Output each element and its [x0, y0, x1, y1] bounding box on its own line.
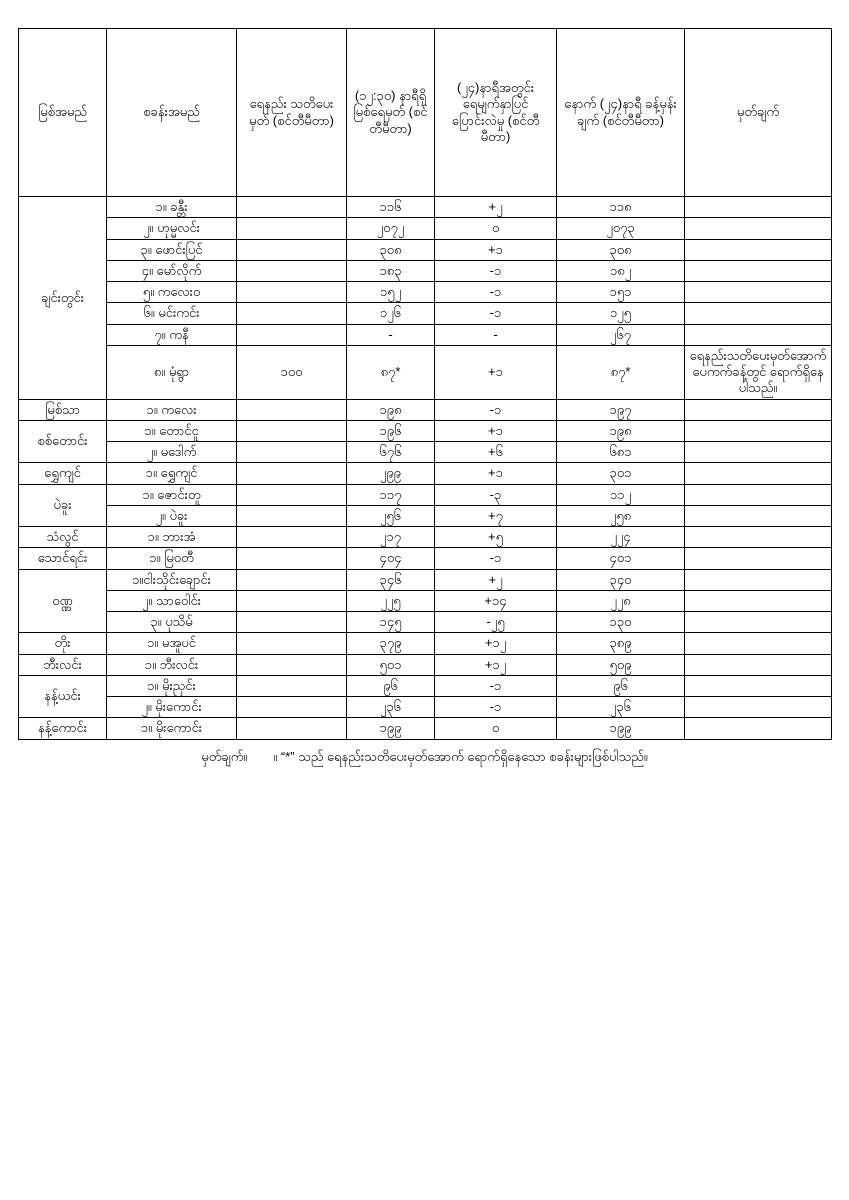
cell-current-level: ၉၆ [347, 675, 435, 696]
cell-current-level: ၁၂၆ [347, 303, 435, 324]
column-header-station: စခန်းအမည် [107, 29, 237, 197]
column-header-forecast-24h: နောက် (၂၄)နာရီ ခန့်မှန်းချက် (စင်တီမီတာ) [557, 29, 685, 197]
table-row [19, 675, 832, 696]
footnote-label: မှတ်ချက်။ [201, 748, 248, 764]
table-row [19, 612, 832, 633]
cell-current-level: ၂၂၅ [347, 590, 435, 611]
cell-river-name: စစ်တောင်း [19, 420, 107, 463]
cell-station-name: ၁။ ကလေး [107, 399, 237, 420]
cell-station-name: ၃။ ပုသိမ် [107, 612, 237, 633]
table-body [19, 197, 832, 740]
table-row [19, 282, 832, 303]
cell-danger-level [237, 420, 347, 441]
cell-change-24h: -၃ [435, 484, 557, 505]
cell-forecast-24h: ၂၅၈ [557, 505, 685, 526]
cell-remark [685, 569, 832, 590]
table-row [19, 548, 832, 569]
cell-danger-level [237, 718, 347, 739]
cell-remark: ရေနည်းသတိပေးမှတ်အောက် ပေကက်ခန့်တွင် ရောက်ရှိနေပါသည်။ [685, 345, 832, 399]
table-row [19, 239, 832, 260]
cell-current-level: - [347, 324, 435, 345]
cell-change-24h: +၁ [435, 463, 557, 484]
cell-forecast-24h: ၁၉၇ [557, 399, 685, 420]
cell-current-level: ၂၅၆ [347, 505, 435, 526]
cell-river-name: ရွှေကျင် [19, 463, 107, 484]
cell-forecast-24h: ၁၅၁ [557, 282, 685, 303]
cell-forecast-24h: ၂၆၇ [557, 324, 685, 345]
cell-danger-level [237, 569, 347, 590]
cell-remark [685, 442, 832, 463]
cell-current-level: ၈၇* [347, 345, 435, 399]
cell-forecast-24h: ၄၀၁ [557, 548, 685, 569]
cell-current-level: ၂၁၇ [347, 527, 435, 548]
cell-station-name: ၁။ ဇောင်းတူ [107, 484, 237, 505]
cell-current-level: ၁၉၆ [347, 420, 435, 441]
cell-danger-level [237, 697, 347, 718]
table-row [19, 345, 832, 399]
cell-danger-level [237, 324, 347, 345]
column-header-change-24h: (၂၄)နာရီအတွင်း ရေမျက်နှာပြင် ပြောင်းလဲမှု (စင်တီမီတာ) [435, 29, 557, 197]
cell-station-name: ၅။ ကလေးဝ [107, 282, 237, 303]
cell-station-name: ၁။ မြဝတီ [107, 548, 237, 569]
cell-danger-level [237, 260, 347, 281]
cell-forecast-24h: ၂၂၄ [557, 527, 685, 548]
cell-remark [685, 675, 832, 696]
cell-station-name: ၂။ ဟုမ္မလင်း [107, 218, 237, 239]
cell-remark [685, 527, 832, 548]
cell-remark [685, 633, 832, 654]
cell-danger-level [237, 463, 347, 484]
cell-danger-level [237, 197, 347, 218]
cell-danger-level [237, 218, 347, 239]
cell-forecast-24h: ၁၈၂ [557, 260, 685, 281]
cell-current-level: ၆၇၆ [347, 442, 435, 463]
footnote-text: ။ “*” သည် ရေနည်းသတိပေးမှတ်အောက် ရောက်ရှိနေသော စခန်းများဖြစ်ပါသည်။ [273, 748, 648, 764]
cell-danger-level: ၁၀၀ [237, 345, 347, 399]
cell-forecast-24h: ၃၄၀ [557, 569, 685, 590]
cell-station-name: ၃။ ဖောင်းပြင် [107, 239, 237, 260]
table-row [19, 527, 832, 548]
table-header [19, 29, 832, 197]
table-row [19, 303, 832, 324]
column-header-remark: မှတ်ချက် [685, 29, 832, 197]
cell-change-24h: -၁ [435, 399, 557, 420]
cell-remark [685, 399, 832, 420]
cell-station-name: ၁။ မိုးညှင်း [107, 675, 237, 696]
cell-current-level: ၂၉၉ [347, 463, 435, 484]
cell-remark [685, 590, 832, 611]
table-row [19, 463, 832, 484]
cell-current-level: ၁၁၆ [347, 197, 435, 218]
cell-change-24h: +၁၂ [435, 633, 557, 654]
table-row [19, 505, 832, 526]
cell-forecast-24h: ၆၈၁ [557, 442, 685, 463]
table-row [19, 654, 832, 675]
cell-station-name: ၇။ ကနီ [107, 324, 237, 345]
cell-river-name: တိုး [19, 633, 107, 654]
cell-danger-level [237, 548, 347, 569]
cell-change-24h: -၁ [435, 675, 557, 696]
cell-forecast-24h: ၈၇* [557, 345, 685, 399]
table-row [19, 218, 832, 239]
cell-change-24h: -၁ [435, 303, 557, 324]
header-row [19, 29, 832, 197]
cell-river-name: နန့်ကောင်း [19, 718, 107, 739]
cell-station-name: ၂။ မဒေါက် [107, 442, 237, 463]
cell-station-name: ၈။ မုံရွာ [107, 345, 237, 399]
cell-station-name: ၆။ မင်းကင်း [107, 303, 237, 324]
cell-change-24h: +၁ [435, 345, 557, 399]
cell-river-name: နန့်ယင်း [19, 675, 107, 718]
cell-station-name: ၁။ ရွှေကျင် [107, 463, 237, 484]
cell-change-24h: +၅ [435, 527, 557, 548]
cell-danger-level [237, 484, 347, 505]
cell-river-name: သောင်ရင်း [19, 548, 107, 569]
cell-forecast-24h: ၁၁၂ [557, 484, 685, 505]
cell-current-level: ၃၄၆ [347, 569, 435, 590]
cell-change-24h: ၀ [435, 218, 557, 239]
cell-danger-level [237, 399, 347, 420]
cell-danger-level [237, 590, 347, 611]
cell-current-level: ၂၃၆ [347, 697, 435, 718]
table-row [19, 197, 832, 218]
cell-remark [685, 697, 832, 718]
table-row [19, 633, 832, 654]
cell-remark [685, 612, 832, 633]
river-levels-table [18, 28, 832, 740]
cell-current-level: ၁၁၇ [347, 484, 435, 505]
cell-forecast-24h: ၁၉၉ [557, 718, 685, 739]
cell-forecast-24h: ၅၀၉ [557, 654, 685, 675]
cell-remark [685, 505, 832, 526]
cell-remark [685, 197, 832, 218]
table-row [19, 484, 832, 505]
cell-station-name: ၁။ တောင်ငူ [107, 420, 237, 441]
cell-river-name: ချင်းတွင်း [19, 197, 107, 400]
footnote [18, 748, 831, 766]
cell-remark [685, 218, 832, 239]
cell-current-level: ၄၀၄ [347, 548, 435, 569]
table-row [19, 260, 832, 281]
cell-danger-level [237, 654, 347, 675]
cell-change-24h: -၁ [435, 260, 557, 281]
cell-current-level: ၁၄၅ [347, 612, 435, 633]
cell-remark [685, 324, 832, 345]
cell-remark [685, 548, 832, 569]
cell-river-name: ဝဏ္ဏ [19, 569, 107, 633]
cell-forecast-24h: ၉၆ [557, 675, 685, 696]
cell-danger-level [237, 633, 347, 654]
cell-change-24h: -၂၅ [435, 612, 557, 633]
table-row [19, 399, 832, 420]
cell-current-level: ၁၈၃ [347, 260, 435, 281]
cell-danger-level [237, 442, 347, 463]
cell-change-24h: +၁၄ [435, 590, 557, 611]
table-row [19, 718, 832, 739]
cell-change-24h: -၁ [435, 282, 557, 303]
cell-danger-level [237, 239, 347, 260]
cell-station-name: ၄။ မော်လိုက် [107, 260, 237, 281]
cell-remark [685, 282, 832, 303]
cell-change-24h: -၁ [435, 548, 557, 569]
column-header-river: မြစ်အမည် [19, 29, 107, 197]
cell-change-24h: - [435, 324, 557, 345]
table-row [19, 324, 832, 345]
cell-forecast-24h: ၁၃၀ [557, 612, 685, 633]
cell-current-level: ၅၀၁ [347, 654, 435, 675]
cell-station-name: ၁။ မိုးကောင်း [107, 718, 237, 739]
column-header-current-level: (၁၂:၃၀) နာရီရှိ မြစ်ရေမှတ် (စင်တီမီတာ) [347, 29, 435, 197]
column-header-danger-level: ရေနည်း သတိပေးမှတ် (စင်တီမီတာ) [237, 29, 347, 197]
cell-current-level: ၁၉၈ [347, 399, 435, 420]
cell-change-24h: -၁ [435, 697, 557, 718]
cell-danger-level [237, 612, 347, 633]
cell-remark [685, 463, 832, 484]
table-row [19, 590, 832, 611]
cell-danger-level [237, 303, 347, 324]
cell-river-name: မြစ်သာ [19, 399, 107, 420]
cell-change-24h: +၆ [435, 442, 557, 463]
cell-current-level: ၂၀၇၂ [347, 218, 435, 239]
cell-change-24h: +၁ [435, 239, 557, 260]
cell-remark [685, 718, 832, 739]
table-row [19, 420, 832, 441]
cell-remark [685, 303, 832, 324]
cell-station-name: ၁။ မအူပင် [107, 633, 237, 654]
cell-forecast-24h: ၂၀၇၃ [557, 218, 685, 239]
cell-forecast-24h: ၃၀၁ [557, 463, 685, 484]
cell-station-name: ၁။ ခန္တီး [107, 197, 237, 218]
cell-forecast-24h: ၂၃၆ [557, 697, 685, 718]
cell-change-24h: +၁ [435, 420, 557, 441]
cell-station-name: ၂။ မိုးကောင်း [107, 697, 237, 718]
cell-danger-level [237, 505, 347, 526]
cell-current-level: ၁၉၉ [347, 718, 435, 739]
cell-danger-level [237, 675, 347, 696]
cell-river-name: ပဲခူး [19, 484, 107, 527]
cell-river-name: ဘီးလင်း [19, 654, 107, 675]
cell-current-level: ၃၇၉ [347, 633, 435, 654]
cell-change-24h: +၁၂ [435, 654, 557, 675]
table-row [19, 697, 832, 718]
cell-remark [685, 484, 832, 505]
cell-station-name: ၁။ ဘီးလင်း [107, 654, 237, 675]
cell-forecast-24h: ၁၂၅ [557, 303, 685, 324]
cell-forecast-24h: ၂၂၈ [557, 590, 685, 611]
cell-remark [685, 260, 832, 281]
table-row [19, 569, 832, 590]
cell-station-name: ၂။ ပဲခူး [107, 505, 237, 526]
cell-station-name: ၁။ ဘားအံ [107, 527, 237, 548]
cell-forecast-24h: ၁၉၈ [557, 420, 685, 441]
cell-forecast-24h: ၁၁၈ [557, 197, 685, 218]
table-row [19, 442, 832, 463]
cell-change-24h: +၂ [435, 569, 557, 590]
cell-current-level: ၁၅၂ [347, 282, 435, 303]
cell-forecast-24h: ၃၈၉ [557, 633, 685, 654]
cell-remark [685, 420, 832, 441]
cell-danger-level [237, 527, 347, 548]
cell-change-24h: +၂ [435, 197, 557, 218]
cell-forecast-24h: ၃၀၈ [557, 239, 685, 260]
cell-station-name: ၁။ငါးသိုင်းချောင်း [107, 569, 237, 590]
cell-station-name: ၂။ သာဝေါင်း [107, 590, 237, 611]
cell-current-level: ၃၀၈ [347, 239, 435, 260]
cell-danger-level [237, 282, 347, 303]
cell-remark [685, 239, 832, 260]
cell-change-24h: ၀ [435, 718, 557, 739]
cell-river-name: သံလွင် [19, 527, 107, 548]
cell-remark [685, 654, 832, 675]
cell-change-24h: +၇ [435, 505, 557, 526]
